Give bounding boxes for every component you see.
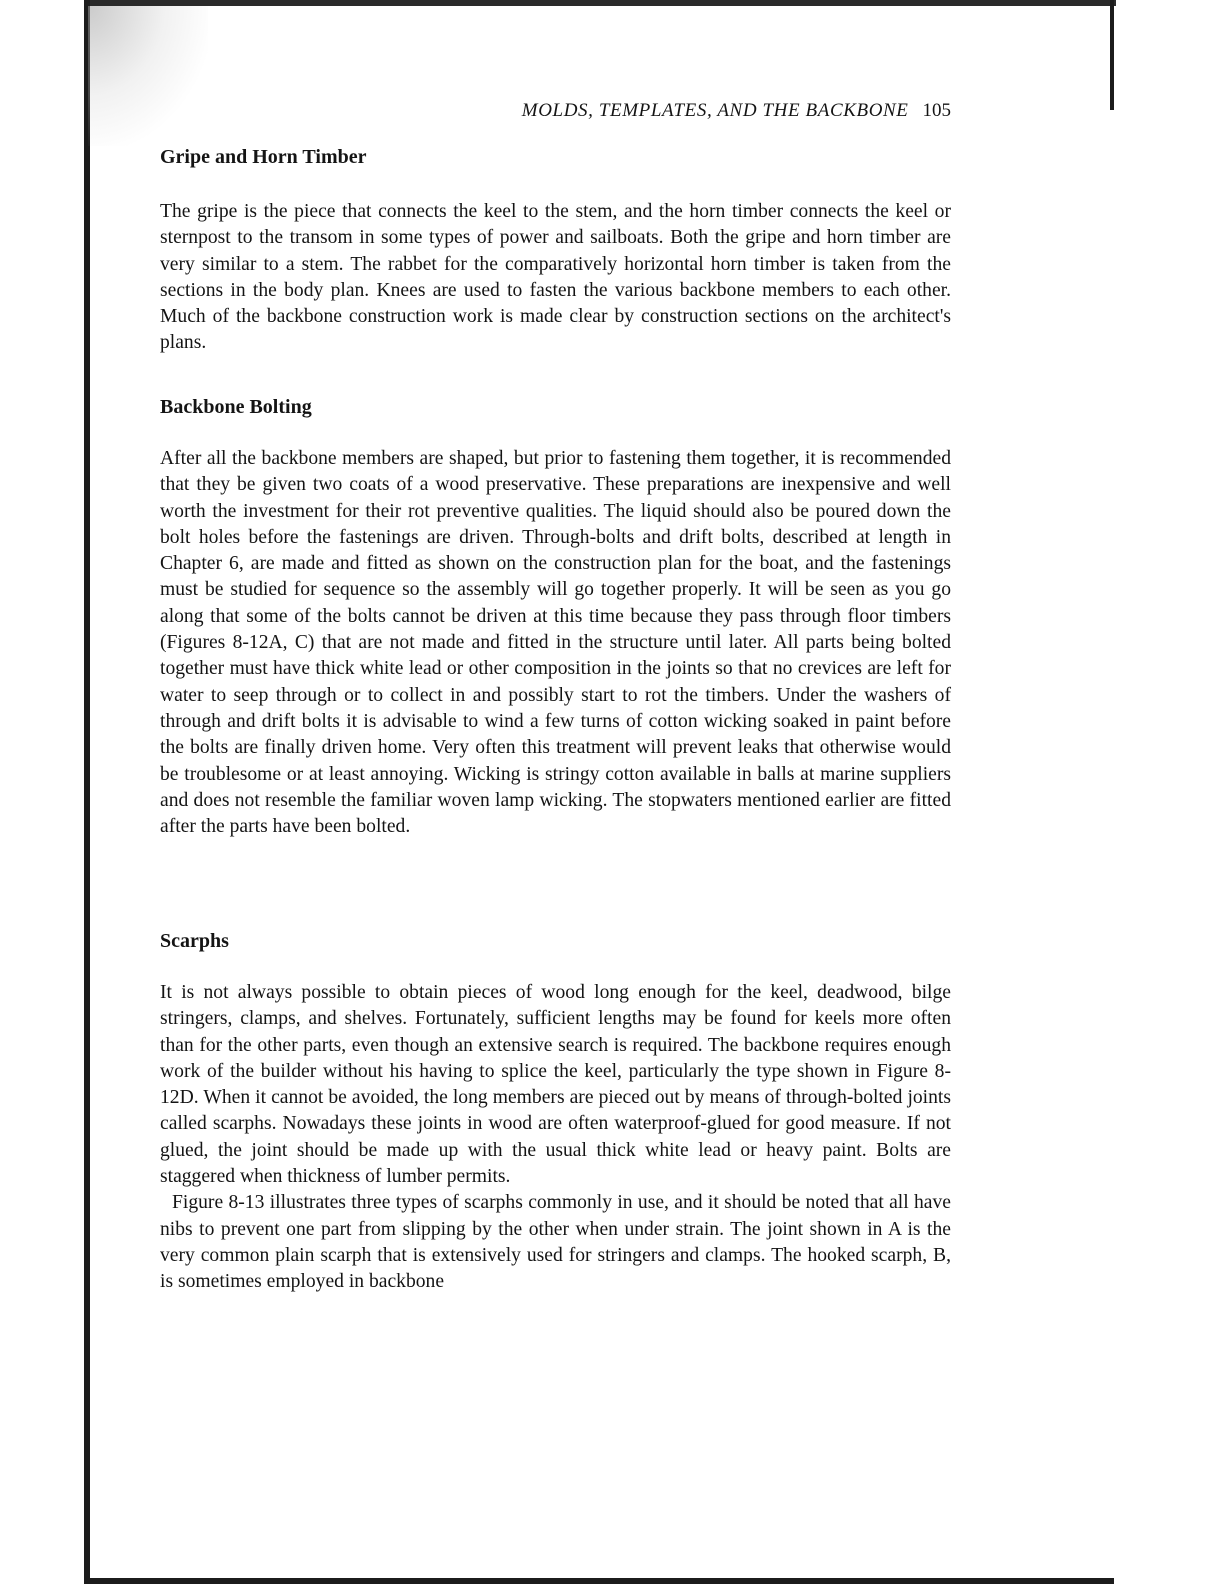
paragraph: After all the backbone members are shaped, but prior to fastening them together, it is recommended that they be given two coats of a wood preservative. These preparations are inexpensive and well worth the investment for their rot preventive qualities. The liquid should also be poured down the bolt holes before the fastenings are driven. Through-bolts and drift bolts, described at length in Chapter 6, are made and fitted as shown on the construction plan for the boat, and the fastenings must be studied for sequence so the assembly will go together properly. It will be seen as you go along that some of the bolts cannot be driven at this time because they pass through floor timbers (Figures 8-12A, C) that are not made and fitted in the structure until later. All parts being bolted together must have thick white lead or other composition in the joints so that no crevices are left for water to seep through or to collect in and possibly start to rot the timbers. Under the washers of through and drift bolts it is advisable to wind a few turns of cotton wicking soaked in paint before the bolts are finally driven home. Very often this treatment will prevent leaks that otherwise would be troublesome or at least annoying. Wicking is stringy cotton available in balls at marine suppliers and does not resemble the familiar woven lamp wicking. The stopwaters mentioned earlier are fitted after the parts have been bolted.	[160, 448, 951, 838]
scan-border-right	[1110, 0, 1114, 110]
paragraph: Figure 8-13 illustrates three types of scarphs commonly in use, and it should be noted that all have nibs to prevent one part from slipping by the other when under strain. The joint shown in A is the very common plain scarph that is extensively used for stringers and clamps. The hooked scarph, B, is sometimes employed in backbone	[160, 1192, 951, 1293]
section-gripe-horn-timber	[160, 142, 951, 357]
paragraph: The gripe is the piece that connects the keel to the stem, and the horn timber connects the keel or sternpost to the transom in some types of power and sailboats. Both the gripe and horn timber are very similar to a stem. The rabbet for the comparatively horizontal horn timber is taken from the sections in the body plan. Knees are used to fasten the various backbone members to each other. Much of the backbone construction work is made clear by construction sections on the architect's plans.	[160, 201, 951, 354]
running-head	[160, 98, 951, 124]
scan-border-left	[84, 0, 90, 1584]
paragraph: It is not always possible to obtain pieces of wood long enough for the keel, deadwood, bilge stringers, clamps, and shelves. Fortunately, sufficient lengths may be found for keels more often than for the other parts, even though an extensive search is required. The backbone requires enough work of the builder without his having to splice the keel, particularly the type shown in Figure 8-12D. When it cannot be avoided, the long members are pieced out by means of through-bolted joints called scarphs. Nowadays these joints in wood are often waterproof-glued for good measure. If not glued, the joint should be made up with the usual thick white lead or heavy paint. Bolts are staggered when thickness of lumber permits.	[160, 982, 951, 1188]
section-heading: Scarphs	[160, 930, 229, 952]
scan-smudge	[88, 6, 208, 146]
scan-border-bottom	[84, 1578, 1114, 1584]
running-head-title: MOLDS, TEMPLATES, AND THE BACKBONE	[521, 100, 909, 121]
scan-border-top	[86, 0, 1116, 6]
section-scarphs	[160, 926, 951, 1296]
section-heading: Gripe and Horn Timber	[160, 146, 367, 168]
page-number: 105	[922, 100, 951, 121]
section-backbone-bolting	[160, 392, 951, 840]
section-heading: Backbone Bolting	[160, 396, 312, 418]
